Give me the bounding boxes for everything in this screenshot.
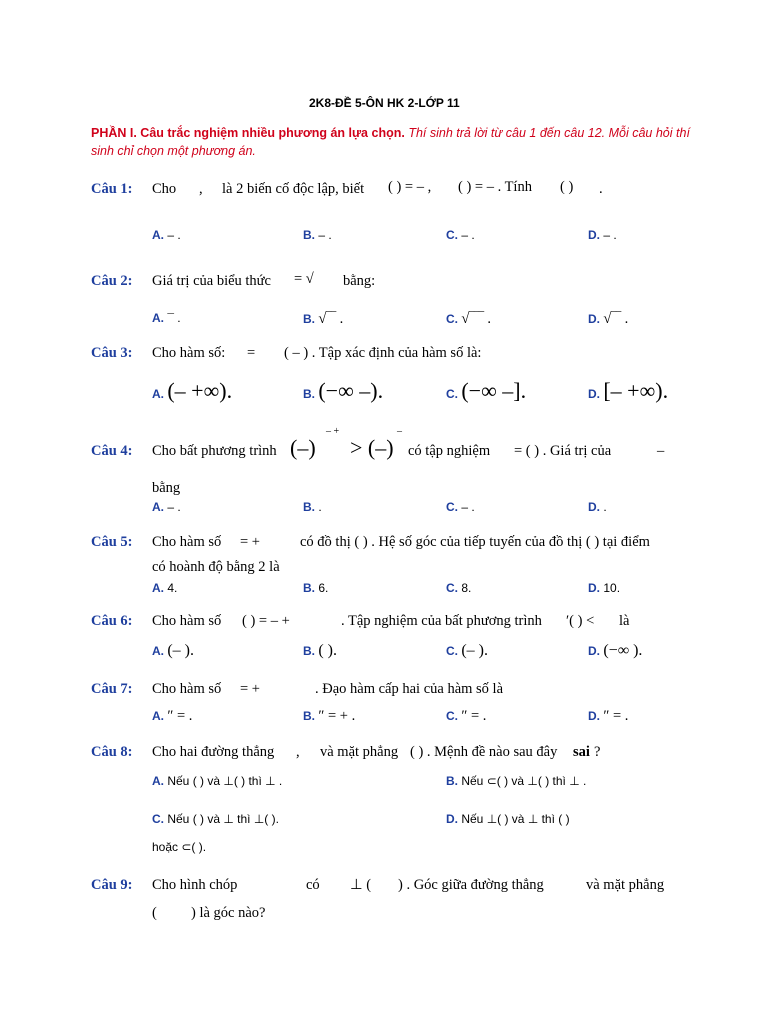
option-c[interactable]: [446, 500, 475, 514]
option-value: Nếu ⊂( ) và ⊥( ) thì ⊥ .: [461, 774, 587, 788]
option-a[interactable]: [152, 228, 181, 242]
question-text: có đồ thị ( ) . Hệ số góc của tiếp tuyến của đồ thị ( ) tại điểm: [300, 534, 650, 550]
option-d[interactable]: [588, 378, 668, 404]
option-label: C.: [152, 812, 164, 826]
option-value: – .: [461, 500, 475, 514]
question-text: Cho hình chóp: [152, 877, 238, 893]
option-d[interactable]: [588, 228, 617, 242]
math-expression: ( ) = – ,: [388, 179, 432, 195]
option-b[interactable]: [303, 708, 355, 725]
option-label: C.: [446, 312, 458, 326]
question-text: Cho hàm số: [152, 534, 222, 550]
option-d[interactable]: [588, 642, 642, 660]
option-c[interactable]: [446, 228, 475, 242]
question-text: Cho hai đường thẳng: [152, 744, 275, 760]
math-expression: ) . Góc giữa đường thẳng: [398, 877, 544, 893]
math-expression: = +: [240, 534, 260, 550]
option-label: A.: [152, 774, 164, 788]
question-label: Câu 9:: [91, 877, 133, 893]
question-label: Câu 8:: [91, 744, 133, 760]
option-a[interactable]: [152, 642, 194, 660]
option-label: B.: [446, 774, 458, 788]
option-value: 6.: [318, 581, 329, 595]
question-text: là 2 biến cố độc lập, biết: [222, 181, 365, 197]
math-expression: = ( ) . Giá trị của: [514, 443, 612, 459]
option-label: B.: [303, 228, 315, 242]
math-expression: (–): [290, 435, 316, 460]
question-text: ,: [199, 181, 203, 197]
question-text: Cho bất phương trình: [152, 443, 277, 459]
question-label: Câu 3:: [91, 345, 133, 361]
question-text: Cho hàm số: [152, 613, 222, 629]
option-label: A.: [152, 500, 164, 514]
question-text: ) là góc nào?: [191, 905, 266, 921]
option-c[interactable]: [446, 311, 491, 328]
option-label: C.: [446, 581, 458, 595]
math-expression: (: [152, 905, 157, 921]
option-b[interactable]: [446, 774, 586, 788]
option-label: A.: [152, 311, 164, 325]
option-label: D.: [588, 228, 600, 242]
math-expression: = +: [240, 681, 260, 697]
question-label: Câu 7:: [91, 681, 133, 697]
option-value: – .: [603, 228, 617, 242]
option-value: Nếu ( ) và ⊥( ) thì ⊥ .: [167, 774, 283, 788]
question-label: Câu 4:: [91, 443, 133, 459]
part-instruction: Thí sinh trả lời từ câu 1 đến câu 12. Mỗi câu hỏi thí sinh chỉ chọn một phương án.: [91, 126, 690, 158]
math-exponent: –: [397, 426, 402, 437]
option-value: √‾‾ .: [318, 311, 344, 327]
part-instructions: [91, 124, 701, 160]
option-label: A.: [152, 228, 164, 242]
option-value: ″ = .: [167, 708, 193, 724]
option-value: – .: [167, 228, 181, 242]
option-c[interactable]: [152, 812, 279, 826]
question-label: Câu 6:: [91, 613, 133, 629]
option-b[interactable]: [303, 228, 332, 242]
option-c[interactable]: [446, 708, 486, 725]
question-label: Câu 5:: [91, 534, 133, 550]
question-text: và mặt phẳng: [586, 877, 665, 893]
question-text: có tập nghiệm: [408, 443, 491, 459]
option-b[interactable]: [303, 500, 322, 514]
question-text: và mặt phẳng: [320, 744, 399, 760]
option-value: – .: [167, 500, 181, 514]
option-b[interactable]: [303, 581, 328, 595]
option-a[interactable]: [152, 500, 181, 514]
option-value: ″ = .: [461, 708, 487, 724]
option-b[interactable]: [303, 378, 383, 404]
question-label: Câu 1:: [91, 181, 133, 197]
option-d-continuation: hoặc ⊂( ).: [152, 840, 207, 854]
option-label: D.: [588, 387, 600, 401]
math-expression: =: [247, 345, 256, 361]
option-label: D.: [588, 709, 600, 723]
option-value: (−∞ –].: [461, 378, 527, 403]
option-label: B.: [303, 312, 315, 326]
option-label: B.: [303, 387, 315, 401]
option-value: – .: [461, 228, 475, 242]
option-value: Nếu ⊥( ) và ⊥ thì ( ): [461, 812, 570, 826]
question-text: bằng: [152, 480, 181, 496]
math-expression: –: [657, 443, 665, 459]
option-label: D.: [588, 312, 600, 326]
math-expression: ⊥ (: [350, 877, 372, 893]
question-text: Cho hàm số: [152, 681, 222, 697]
option-value: √‾‾ .: [603, 311, 629, 327]
question-label: Câu 2:: [91, 273, 133, 289]
option-value: .: [318, 500, 322, 514]
option-label: B.: [303, 644, 315, 658]
option-a[interactable]: [152, 774, 282, 788]
math-expression: ( ) . Mệnh đề nào sau đây: [410, 744, 558, 760]
option-label: D.: [588, 644, 600, 658]
option-label: A.: [152, 709, 164, 723]
option-a[interactable]: [152, 378, 232, 404]
math-exponent: – +: [326, 426, 340, 437]
option-label: B.: [303, 581, 315, 595]
math-expression: ( ): [560, 179, 574, 195]
option-value: ¯ .: [167, 311, 181, 325]
math-expression: ( ) = – +: [242, 613, 290, 629]
option-label: D.: [588, 581, 600, 595]
question-text: Cho: [152, 181, 177, 197]
question-text: ,: [296, 744, 300, 760]
option-c[interactable]: [446, 581, 471, 595]
option-a[interactable]: [152, 311, 181, 325]
option-value: ( ).: [318, 642, 337, 659]
option-value: √‾‾‾ .: [461, 311, 492, 327]
math-expression: = √: [294, 271, 314, 287]
option-label: B.: [303, 709, 315, 723]
option-b[interactable]: [303, 311, 343, 328]
question-text: là: [619, 613, 630, 629]
option-value: 4.: [167, 581, 178, 595]
option-label: A.: [152, 581, 164, 595]
option-label: D.: [588, 500, 600, 514]
option-value: (– +∞).: [167, 378, 233, 403]
option-b[interactable]: [303, 642, 337, 660]
option-label: C.: [446, 228, 458, 242]
option-c[interactable]: [446, 378, 526, 404]
option-label: A.: [152, 387, 164, 401]
option-value: ″ = .: [603, 708, 629, 724]
option-label: C.: [446, 387, 458, 401]
emphasis-sai: sai: [573, 744, 590, 760]
option-value: (– ).: [167, 642, 194, 659]
question-text: Giá trị của biểu thức: [152, 273, 271, 289]
option-a[interactable]: [152, 708, 192, 725]
option-d[interactable]: [588, 708, 628, 725]
option-value: Nếu ( ) và ⊥ thì ⊥( ).: [167, 812, 279, 826]
math-expression: ′( ) <: [566, 613, 595, 629]
option-label: D.: [446, 812, 458, 826]
question-text: bằng:: [343, 273, 376, 289]
math-expression: ( – ) . Tập xác định của hàm số là:: [284, 345, 482, 361]
question-text: . Tập nghiệm của bất phương trình: [341, 613, 542, 629]
option-label: B.: [303, 500, 315, 514]
option-c[interactable]: [446, 642, 488, 660]
option-value: ″ = + .: [318, 708, 356, 724]
exam-title: 2K8-ĐỀ 5-ÔN HK 2-LỚP 11: [309, 96, 460, 110]
option-label: A.: [152, 644, 164, 658]
option-d[interactable]: [588, 500, 607, 514]
option-value: [– +∞).: [603, 378, 669, 403]
question-text: Cho hàm số:: [152, 345, 226, 361]
question-text: có hoành độ bằng 2 là: [152, 559, 280, 575]
option-d[interactable]: [588, 581, 620, 595]
option-value: 8.: [461, 581, 472, 595]
option-d[interactable]: [446, 812, 570, 826]
option-d[interactable]: [588, 311, 628, 328]
option-a[interactable]: [152, 581, 177, 595]
option-label: C.: [446, 709, 458, 723]
math-expression: > (–): [350, 435, 394, 460]
option-value: (−∞ ).: [603, 642, 643, 659]
part-heading: PHẦN I. Câu trắc nghiệm nhiều phương án lựa chọn.: [91, 126, 405, 140]
option-value: .: [603, 500, 607, 514]
option-label: C.: [446, 644, 458, 658]
option-value: 10.: [603, 581, 621, 595]
option-value: (– ).: [461, 642, 488, 659]
option-label: C.: [446, 500, 458, 514]
option-value: (−∞ –).: [318, 378, 384, 403]
math-expression: ( ) = – . Tính: [458, 179, 532, 195]
math-expression: .: [599, 181, 603, 197]
question-text: có: [306, 877, 320, 893]
option-value: – .: [318, 228, 332, 242]
question-text: ?: [594, 744, 601, 760]
question-text: . Đạo hàm cấp hai của hàm số là: [315, 681, 504, 697]
